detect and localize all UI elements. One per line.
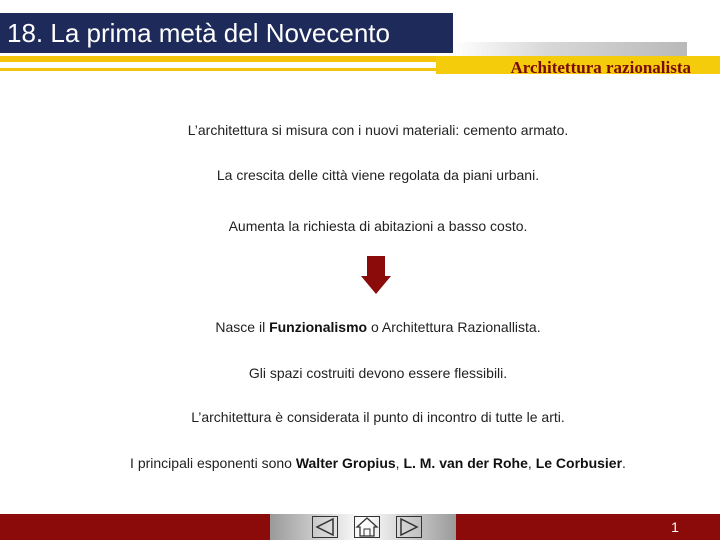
functionalism-term: Funzionalismo xyxy=(269,319,368,335)
exponent-gropius: Walter Gropius xyxy=(295,455,396,471)
header-gray-band xyxy=(453,42,687,56)
header-yellow-thin-band xyxy=(0,68,436,71)
slide-title: 18. La prima metà del Novecento xyxy=(0,13,453,53)
slide-subtitle: Architettura razionalista xyxy=(510,58,691,77)
text-line-exponents xyxy=(0,455,720,471)
functionalism-prefix: Nasce il xyxy=(215,319,270,335)
next-icon[interactable] xyxy=(396,516,422,538)
exponent-van-der-rohe: L. M. van der Rohe xyxy=(403,455,528,471)
exponents-separator: , xyxy=(527,455,536,471)
exponent-le-corbusier: Le Corbusier xyxy=(535,455,623,471)
exponents-separator: , xyxy=(395,455,404,471)
text-line-flexible-spaces: Gli spazi costruiti devono essere flessibili. xyxy=(248,365,508,381)
home-icon[interactable] xyxy=(354,516,380,538)
header-yellow-band xyxy=(0,56,436,62)
text-line-arts: L’architettura è considerata il punto di incontro di tutte le arti. xyxy=(191,409,565,425)
text-line-functionalism xyxy=(0,319,720,335)
text-line-materials: L’architettura si misura con i nuovi materiali: cemento armato. xyxy=(187,122,569,138)
page-number: 1 xyxy=(671,519,679,535)
functionalism-suffix: o Architettura Razionallista. xyxy=(367,319,541,335)
prev-icon[interactable] xyxy=(312,516,338,538)
text-line-urban-plans: La crescita delle città viene regolata da piani urbani. xyxy=(216,167,540,183)
text-line-housing: Aumenta la richiesta di abitazioni a basso costo. xyxy=(228,218,528,234)
exponents-prefix: I principali esponenti sono xyxy=(130,455,296,471)
down-arrow-icon xyxy=(361,256,391,294)
exponents-suffix: . xyxy=(622,455,626,471)
